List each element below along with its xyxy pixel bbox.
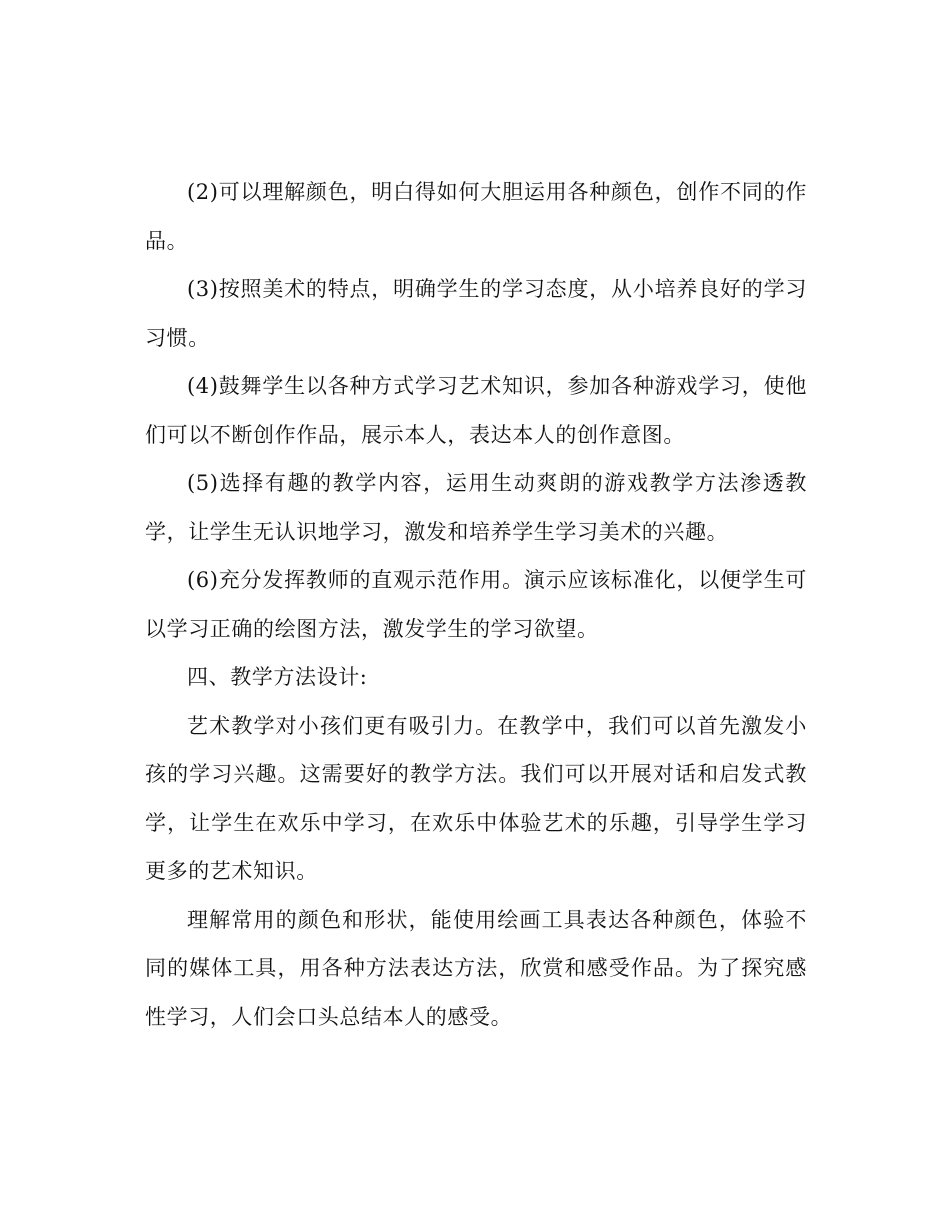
paragraph-item-4: (4)鼓舞学生以各种方式学习艺术知识，参加各种游戏学习，使他们可以不断创作作品，展示本人，表达本人的创作意图。 [145, 374, 807, 447]
paragraph-color-shape: 理解常用的颜色和形状，能使用绘画工具表达各种颜色，体验不同的媒体工具，用各种方法表达方法，欣赏和感受作品。为了探究感性学习，人们会口头总结本人的感受。 [145, 907, 807, 1029]
paragraph-item-3: (3)按照美术的特点，明确学生的学习态度，从小培养良好的学习习惯。 [145, 277, 807, 350]
document-body [145, 168, 807, 1041]
paragraph-item-2: (2)可以理解颜色，明白得如何大胆运用各种颜色，创作不同的作品。 [145, 180, 807, 253]
paragraph-item-6: (6)充分发挥教师的直观示范作用。演示应该标准化，以便学生可以学习正确的绘图方法，激发学生的学习欲望。 [145, 568, 807, 641]
section-heading-teaching-method: 四、教学方法设计: [187, 665, 368, 689]
paragraph-teaching-method: 艺术教学对小孩们更有吸引力。在教学中，我们可以首先激发小孩的学习兴趣。这需要好的教学方法。我们可以开展对话和启发式教学，让学生在欢乐中学习，在欢乐中体验艺术的乐趣，引导学生学习更多的艺术知识。 [145, 713, 807, 883]
paragraph-item-5: (5)选择有趣的教学内容，运用生动爽朗的游戏教学方法渗透教学，让学生无认识地学习，激发和培养学生学习美术的兴趣。 [145, 471, 807, 544]
